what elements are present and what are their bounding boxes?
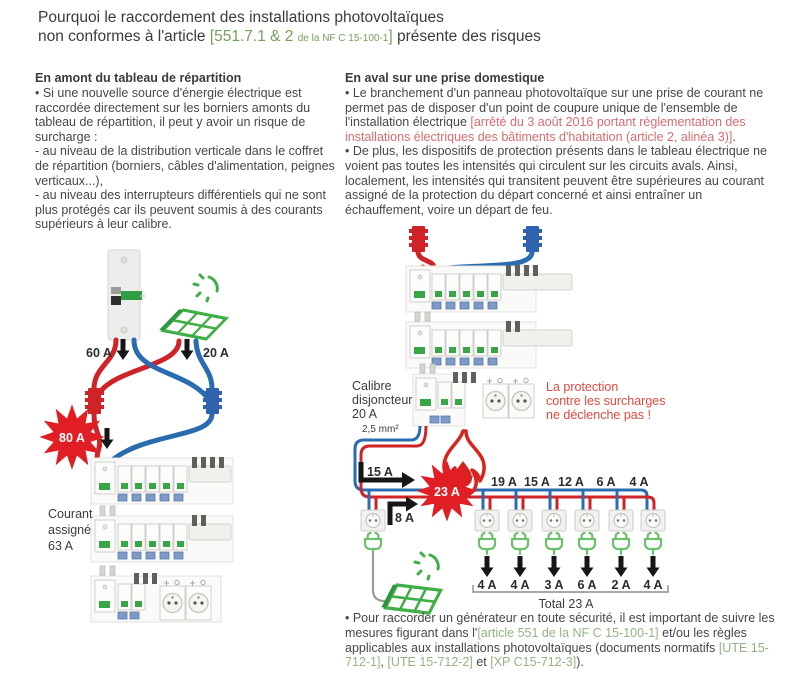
- current-bus: [355, 426, 654, 511]
- plug-icon: [579, 533, 595, 554]
- row-riser: [100, 506, 115, 515]
- down-arrow-icon: [181, 339, 194, 360]
- load-label: 3 A: [544, 578, 564, 592]
- decree-reference: [arrêté du 3 août 2016 portant réglementation des installations électriques des bâtiments d'habitation (article 2, alinéa 3)]: [345, 115, 746, 144]
- norm-reference: [UTE 15-712-1]: [345, 640, 769, 670]
- wall-socket-icon: [508, 510, 532, 531]
- wall-socket-icon: [475, 510, 499, 531]
- overload-value: 80 A: [59, 431, 85, 445]
- wire-blue: [111, 414, 212, 461]
- plug-icon: [512, 533, 528, 554]
- socket-icon: [509, 378, 534, 418]
- din-row: [91, 573, 221, 622]
- socket-icon: [483, 378, 508, 418]
- plug-icon: [645, 533, 661, 554]
- terminal-block-blue: [523, 226, 542, 252]
- footer-paragraph: • Pour raccorder un générateur en toute sécurité, il est important de suivre les mesures figurant dans l'[article 551 de la NF C 15-100-1] et/ou les règles applicables aux installations photovoltaïques (documents normatifs [UTE 15-712-1], [UTE 15-712-2] et [XP C15-712-3]).: [345, 611, 775, 670]
- left-diagram: [39, 250, 233, 622]
- down-arrow-icon: [481, 556, 494, 577]
- norm-reference: [UTE 15-712-2]: [387, 655, 473, 670]
- right-diagram: [352, 226, 668, 613]
- wall-socket-icon: [641, 510, 665, 531]
- terminal-block-blue: [203, 388, 222, 414]
- din-row: [406, 321, 572, 368]
- plug-icon: [479, 533, 495, 554]
- overload-value: 23 A: [434, 485, 460, 499]
- norm-reference-small: de la NF C 15-100-1: [297, 33, 389, 44]
- down-arrow-icon: [514, 556, 527, 577]
- din-row: [413, 372, 534, 426]
- load-label: 6 A: [577, 578, 597, 592]
- down-arrow-icon: [647, 556, 660, 577]
- branch-label: 4 A: [629, 475, 649, 489]
- wall-socket-icon: [542, 510, 566, 531]
- down-arrow-icon: [581, 556, 594, 577]
- arrow-head: [402, 472, 415, 488]
- rated-current-line3: 63 A: [48, 539, 74, 553]
- arrow-head: [406, 497, 418, 512]
- pv-panel-icon: [159, 309, 226, 339]
- breaker-rating-line1: Calibre: [352, 379, 392, 393]
- right-heading: En aval sur une prise domestique: [345, 71, 545, 85]
- row-riser: [415, 312, 430, 321]
- norm-reference: [article 551 de la NF C 15-100-1]: [477, 625, 659, 640]
- title-line-2: non conformes à l'article [551.7.1 & 2 de la NF C 15-100-1] présente des risques: [38, 28, 541, 45]
- wall-socket-icon: [361, 510, 385, 531]
- left-heading: En amont du tableau de répartition: [35, 71, 242, 85]
- socket-icon: [186, 580, 211, 620]
- load-label: 4 A: [510, 578, 530, 592]
- warning-line1: La protection: [546, 380, 619, 394]
- sun-rays-icon: [194, 275, 217, 301]
- down-arrow-icon: [101, 428, 114, 449]
- label-20a: 20 A: [203, 346, 229, 360]
- down-arrow-icon: [615, 556, 628, 577]
- plug-icon: [546, 533, 562, 554]
- label-8a: 8 A: [395, 511, 414, 525]
- plug-icon: [365, 533, 381, 554]
- load-label: 4 A: [643, 578, 663, 592]
- left-paragraph: • Si une nouvelle source d'énergie électrique est raccordée directement sur les borniers amonts du tableau de répartition, il peut y avoir un risque de surcharge :: [35, 86, 311, 144]
- rated-current-line2: assigné: [48, 523, 92, 537]
- title-line-1: Pourquoi le raccordement des installations photovoltaïques: [38, 9, 444, 26]
- row-riser: [100, 566, 115, 575]
- down-arrow-icon: [117, 339, 130, 360]
- breaker-rating-line2: disjoncteur: [352, 393, 413, 407]
- label-60a: 60 A: [86, 346, 112, 360]
- branch-label: 15 A: [524, 475, 550, 489]
- plug-icon: [613, 533, 629, 554]
- label-15a: 15 A: [367, 465, 393, 479]
- down-arrow-icon: [548, 556, 561, 577]
- sun-rays-icon: [415, 553, 438, 579]
- norm-reference: [551.7.1 & 2: [209, 28, 298, 45]
- main-breaker-icon: [108, 250, 145, 340]
- branch-label: 19 A: [491, 475, 517, 489]
- warning-line2: contre les surcharges: [546, 394, 666, 408]
- left-item-1: - au niveau de la distribution verticale dans le coffret de répartition (borniers, câbles d'alimentation, peignes verticaux...),: [35, 144, 335, 188]
- total-bracket: [473, 585, 668, 592]
- din-row: [406, 265, 572, 312]
- right-paragraph-1: • Le branchement d'un panneau photovoltaïque sur une prise de courant ne permet pas de disposer d'un point de coupure unique de l'ensemble de l'installation électrique [arrêté du 3 août 2016 portant réglementation des installations électriques des bâtiments d'habitation (article 2, alinéa 3)].: [345, 86, 764, 144]
- rated-current-line1: Courant: [48, 507, 93, 521]
- total-label: Total 23 A: [538, 597, 594, 611]
- breaker-rating-line3: 20 A: [352, 407, 378, 421]
- warning-line3: ne déclenche pas !: [546, 408, 651, 422]
- right-paragraph-2: • De plus, les dispositifs de protection présents dans le tableau électrique ne voient pas toutes les intensités qui circulent sur les circuits avals. Ainsi, localement, les intensités qui transitent peuvent être supérieures au courant assigné de la protection du départ concerné et ainsi entraîner un échauffement, voire un départ de feu.: [345, 144, 767, 217]
- wall-socket-icon: [575, 510, 599, 531]
- terminal-block-red: [409, 226, 428, 252]
- board-feed-wires: [94, 414, 212, 461]
- load-label: 2 A: [611, 578, 631, 592]
- branch-label: 6 A: [596, 475, 616, 489]
- norm-reference: [XP C15-712-3]: [490, 655, 577, 670]
- din-row: [91, 515, 233, 562]
- load-label: 4 A: [477, 578, 497, 592]
- left-item-2: - au niveau des interrupteurs différentiels qui ne sont plus protégés car ils peuvent soumis à des courants supérieurs à leur calibre.: [35, 188, 326, 232]
- pv-panel-icon: [381, 585, 440, 614]
- din-row: [91, 457, 233, 504]
- wire-section-label: 2,5 mm²: [362, 424, 399, 435]
- branch-label: 12 A: [558, 475, 584, 489]
- socket-icon: [160, 580, 185, 620]
- wall-socket-icon: [609, 510, 633, 531]
